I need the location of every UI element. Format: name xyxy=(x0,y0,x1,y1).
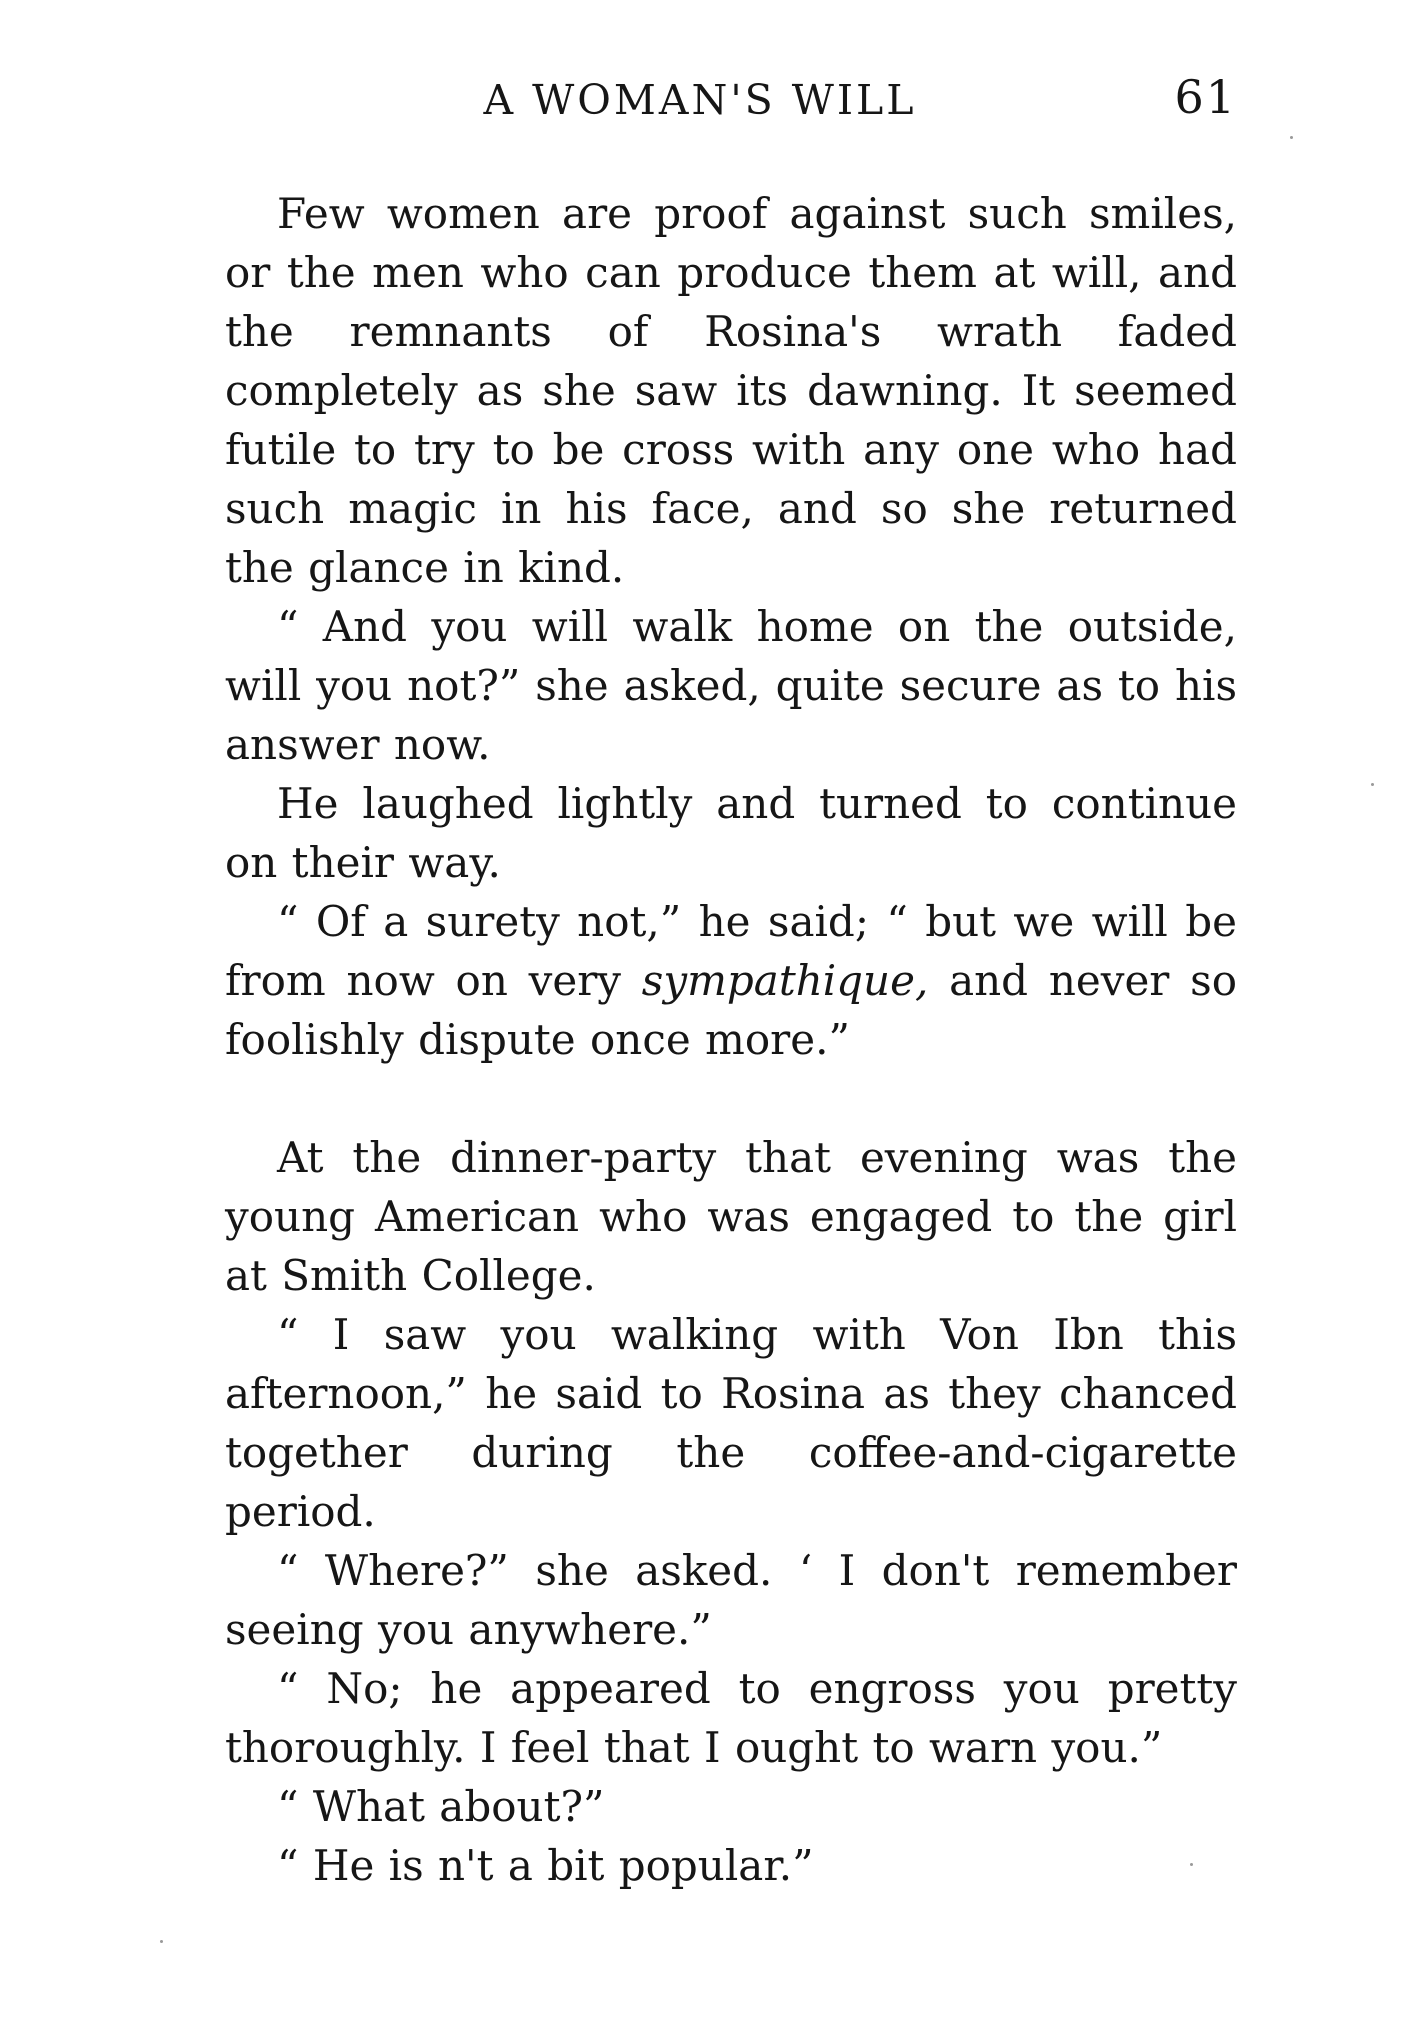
page-number: 61 xyxy=(1174,70,1237,124)
paragraph: “ I saw you walking with Von Ibn this afternoon,” he said to Rosina as they chanced together during the coffee-and-cigarette period. xyxy=(225,1310,1237,1536)
running-title: A WOMAN'S WILL xyxy=(483,76,917,124)
paragraph: He laughed lightly and turned to continue on their way. xyxy=(225,779,1237,887)
paragraph-text: and never so foolishly dispute once more.” xyxy=(225,956,1237,1064)
paragraph: “ Where?” she asked. ‘ I don't remember seeing you anywhere.” xyxy=(225,1546,1237,1654)
paragraph-text: “ Of a surety not,” he said; “ but we will be from now on very xyxy=(225,897,1237,1005)
italic-word: sympathique, xyxy=(641,956,929,1005)
paragraph: “ No; he appeared to engross you pretty thoroughly. I feel that I ought to warn you.” xyxy=(225,1664,1237,1772)
paragraph xyxy=(225,892,1237,1069)
paper-speck xyxy=(1190,1863,1193,1866)
paragraph: Few women are proof against such smiles, or the men who can produce them at will, and the remnants of Rosina's wrath faded completely as she saw its dawning. It seemed futile to try to be cross with any one who had such magic in his face, and so she returned the glance in kind. xyxy=(225,189,1237,592)
text-block xyxy=(225,184,1237,1895)
paragraph: “ And you will walk home on the outside, will you not?” she asked, quite secure as to his answer now. xyxy=(225,602,1237,769)
book-page xyxy=(225,70,1237,1895)
section-break xyxy=(225,1069,1237,1128)
paragraph: “ What about?” xyxy=(277,1782,605,1831)
paragraph: “ He is n't a bit popular.” xyxy=(277,1841,814,1890)
paragraph: At the dinner-party that evening was the young American who was engaged to the girl at Smith College. xyxy=(225,1133,1237,1300)
paper-speck xyxy=(160,1940,163,1943)
running-head xyxy=(225,70,1237,130)
paper-speck xyxy=(1290,136,1293,139)
paper-speck xyxy=(1371,783,1374,786)
